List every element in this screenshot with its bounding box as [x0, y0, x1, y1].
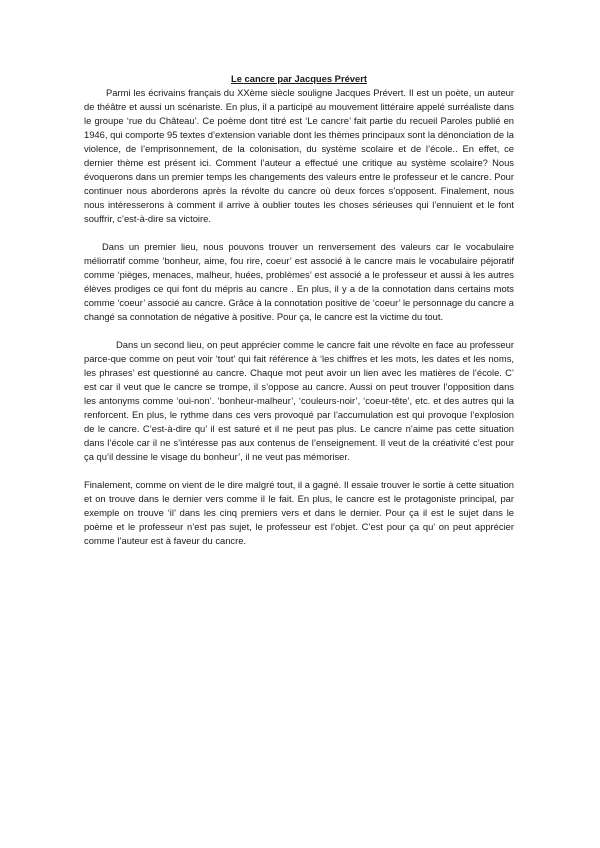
paragraph-second-part: Dans un second lieu, on peut apprécier comme le cancre fait une révolte en face au professeur parce-que comme on peut voir ‘tout’ qui fait référence à ‘les chiffres et les mots, les dates et les noms, les phrases’ est questionné au cancre. Chaque mot peut avoir un lien avec les matières de l’école. C’ est car il veut que le cancre se trompe, il s’oppose au cancre. Aussi on peut trouver l’opposition dans les antonyms comme ‘oui-non’. ‘bonheur-malheur’, ‘couleurs-noir’, ‘coeur-tête’, etc. et des autres qui la renforcent. En plus, le rythme dans ces vers provoqué par l’accumulation est qui provoque l’explosion de le cancre. C’est-à-dire qu’ il est saturé et il ne peut pas plus. Le cancre n’aime pas cette situation dans l’école car il ne s’intéresse pas aux contenus de l’enseignement. Il veut de la créativité c’est pour ça qu’il dessine le visage du bonheur’, il ne veut pas mémoriser.: [84, 339, 514, 462]
document-title: Le cancre par Jacques Prévert: [230, 73, 367, 84]
paragraph-first-part: Dans un premier lieu, nous pouvons trouver un renversement des valeurs car le vocabulaire méliorratif comme ‘bonheur, aime, fou rire, coeur’ est associé à le cancre mais le vocabulaire péjoratif comme ‘pièges, menaces, malheur, huées, problèmes’ est associé a le professeur et aussi à les autres élèves prodiges ce qui font du mépris au cancre . En plus, il y a de la connotation dans certains mots comme ‘coeur’ associé au cancre. Grâce à la connotation positive de ‘coeur’ le personnage du cancre a changé sa connotation de négative à positive. Pour ça, le cancre est la victime du tout.: [84, 241, 514, 322]
paragraph-introduction: Parmi les écrivains français du XXème siècle souligne Jacques Prévert. Il est un poète, un auteur de théâtre et aussi un scénariste. En plus, il a participé au mouvement littéraire appelé surréaliste dans le groupe ‘rue du Château’. Ce poème dont titré est ‘Le cancre’ fait partie du recueil Paroles publié en 1946, qui comporte 95 textes d’extension variable dont les thèmes principaux sont la dénonciation de la violence, de l’emprisonnement, de la colonisation, du système scolaire et de l’école.. En effet, ce dernier thème est présent ici. Comment l’auteur a effectué une critique au système scolaire? Nous évoquerons dans un premier temps les changements des valeurs entre le professeur et le cancre. Pour continuer nous aborderons après la révolte du cancre où deux forces s’opposent. Finalement, nous nous intéresserons à comment il arrive à oublier toutes les choses sérieuses qui l’ennuient et le font souffrir, c’est-à-dire sa victoire.: [84, 87, 514, 224]
document-body: [84, 72, 514, 548]
paragraph-conclusion: Finalement, comme on vient de le dire malgré tout, il a gagné. Il essaie trouver le sortie à cette situation et on trouve dans le dernier vers comme il le fait. En plus, le cancre est le protagoniste principal, par exemple on trouve ‘il’ dans les cinq premiers vers et dans le dernier. Pour ça il est le sujet dans le poème et le professeur n’est pas sujet, le professeur est l’objet. C’est pour ça qu’ on peut apprécier comme l’auteur est à faveur du cancre.: [84, 479, 514, 546]
